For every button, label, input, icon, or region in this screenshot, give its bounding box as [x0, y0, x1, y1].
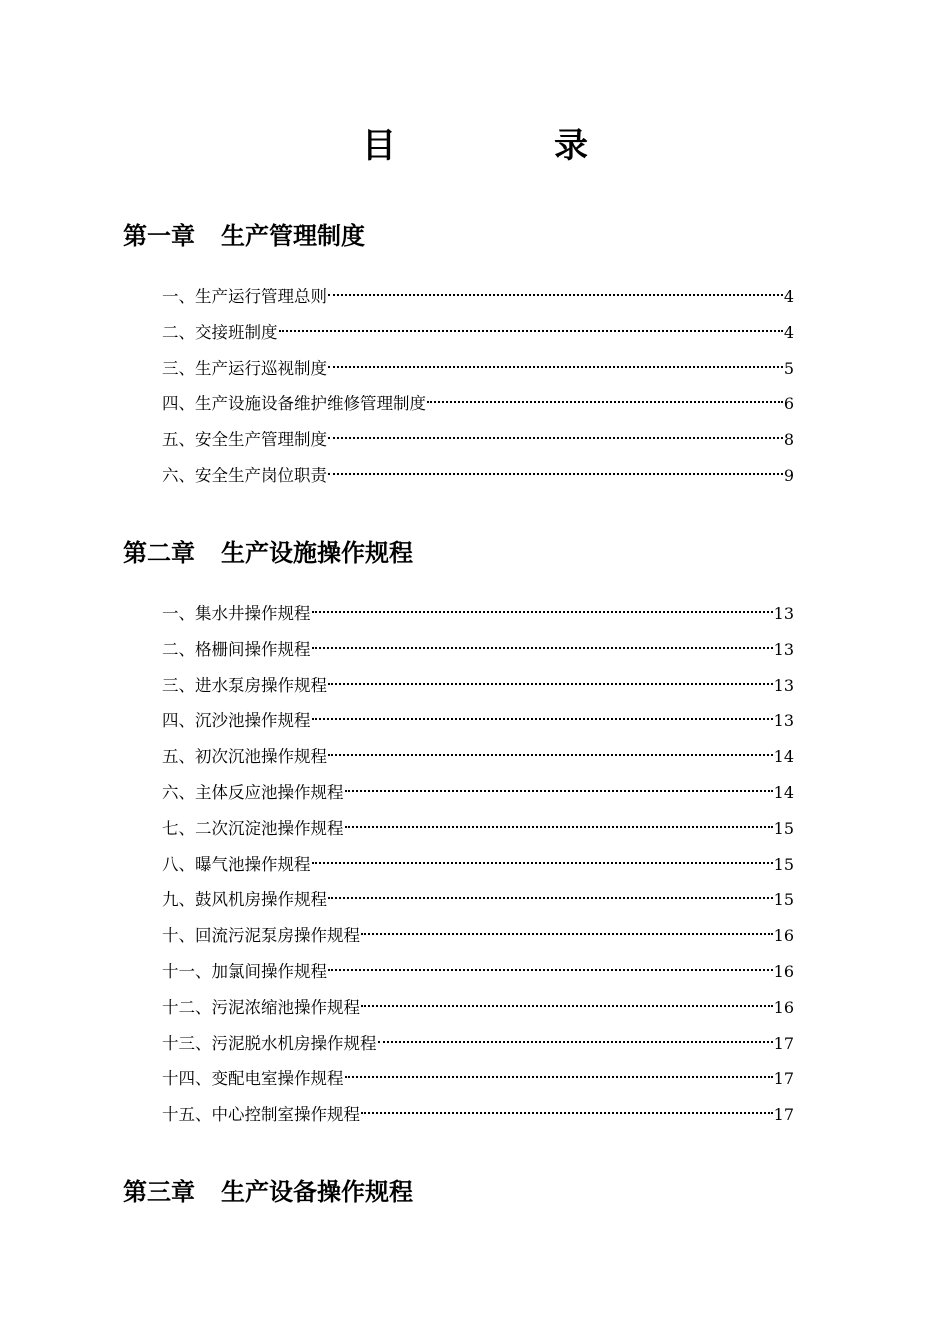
toc-entry-label: 二、交接班制度: [162, 322, 278, 342]
toc-entry[interactable]: [162, 739, 794, 775]
toc-entry[interactable]: [162, 882, 794, 918]
toc-entry[interactable]: [162, 703, 794, 739]
dot-leader: [361, 1112, 773, 1114]
toc-entry[interactable]: [162, 954, 794, 990]
dot-leader: [345, 790, 773, 792]
toc-entry[interactable]: [162, 351, 794, 387]
toc-entry-page: 14: [773, 747, 794, 767]
toc-entry-label: 十、回流污泥泵房操作规程: [162, 926, 360, 946]
toc-entry[interactable]: [162, 596, 794, 632]
toc-entry-page: 17: [773, 1069, 794, 1089]
dot-leader: [328, 473, 783, 475]
toc-entry-page: 13: [773, 675, 794, 695]
toc-entry-page: 17: [773, 1105, 794, 1125]
toc-entry-label: 四、生产设施设备维护维修管理制度: [162, 394, 426, 414]
dot-leader: [378, 1041, 773, 1043]
toc-entry[interactable]: [162, 1026, 794, 1062]
dot-leader: [328, 366, 783, 368]
toc-entry[interactable]: [162, 775, 794, 811]
dot-leader: [361, 933, 773, 935]
chapter-name: 生产设施操作规程: [221, 539, 413, 567]
toc-entry-page: 8: [783, 430, 794, 450]
dot-leader: [345, 826, 773, 828]
page-title: [0, 118, 950, 167]
toc-entry-page: 13: [773, 711, 794, 731]
chapter-number: 第一章: [123, 222, 195, 250]
toc-entry-label: 六、安全生产岗位职责: [162, 465, 327, 485]
chapter-heading-1: [123, 216, 365, 251]
toc-entry-label: 十二、污泥浓缩池操作规程: [162, 997, 360, 1017]
toc-entry-label: 三、生产运行巡视制度: [162, 358, 327, 378]
toc-entry[interactable]: [162, 918, 794, 954]
dot-leader: [328, 754, 773, 756]
toc-entry-label: 九、鼓风机房操作规程: [162, 890, 327, 910]
toc-entry[interactable]: [162, 847, 794, 883]
toc-entry[interactable]: [162, 315, 794, 351]
dot-leader: [312, 647, 773, 649]
toc-entry-page: 13: [773, 604, 794, 623]
toc-entry-page: 16: [773, 997, 794, 1017]
toc-entry-label: 十三、污泥脱水机房操作规程: [162, 1033, 377, 1053]
toc-entry-page: 16: [773, 926, 794, 946]
toc-entry-label: 一、集水井操作规程: [162, 604, 311, 623]
chapter-heading-3: [123, 1172, 413, 1207]
toc-entry[interactable]: [162, 279, 794, 315]
toc-entry[interactable]: [162, 811, 794, 847]
dot-leader: [328, 294, 783, 296]
dot-leader: [345, 1076, 773, 1078]
toc-entry-label: 十四、变配电室操作规程: [162, 1069, 344, 1089]
toc-list-chapter-2: [162, 596, 794, 1133]
toc-entry[interactable]: [162, 632, 794, 668]
dot-leader: [361, 1005, 773, 1007]
toc-entry-page: 15: [773, 854, 794, 874]
toc-entry-label: 十五、中心控制室操作规程: [162, 1105, 360, 1125]
chapter-name: 生产管理制度: [221, 222, 365, 250]
toc-entry-page: 4: [783, 322, 794, 342]
toc-entry-page: 13: [773, 639, 794, 659]
dot-leader: [328, 897, 773, 899]
toc-entry-label: 五、安全生产管理制度: [162, 430, 327, 450]
toc-entry-label: 七、二次沉淀池操作规程: [162, 818, 344, 838]
dot-leader: [328, 437, 783, 439]
title-text: 目 录: [362, 126, 650, 166]
toc-entry-page: 9: [783, 465, 794, 485]
toc-entry-page: 17: [773, 1033, 794, 1053]
dot-leader: [328, 683, 773, 685]
dot-leader: [312, 862, 773, 864]
toc-entry[interactable]: [162, 1097, 794, 1133]
toc-entry-page: 6: [783, 394, 794, 414]
toc-entry-label: 十一、加氯间操作规程: [162, 961, 327, 981]
toc-entry[interactable]: [162, 422, 794, 458]
toc-entry-label: 六、主体反应池操作规程: [162, 782, 344, 802]
toc-entry[interactable]: [162, 990, 794, 1026]
toc-entry-page: 4: [783, 287, 794, 306]
dot-leader: [279, 330, 783, 332]
dot-leader: [427, 401, 783, 403]
toc-entry[interactable]: [162, 458, 794, 494]
toc-entry-page: 14: [773, 782, 794, 802]
toc-entry-page: 5: [783, 358, 794, 378]
chapter-number: 第二章: [123, 539, 195, 567]
toc-entry-label: 八、曝气池操作规程: [162, 854, 311, 874]
toc-entry[interactable]: [162, 386, 794, 422]
toc-entry[interactable]: [162, 1061, 794, 1097]
dot-leader: [312, 718, 773, 720]
toc-entry-page: 16: [773, 961, 794, 981]
toc-entry-label: 三、进水泵房操作规程: [162, 675, 327, 695]
toc-entry-page: 15: [773, 890, 794, 910]
toc-entry[interactable]: [162, 668, 794, 704]
chapter-number: 第三章: [123, 1178, 195, 1206]
dot-leader: [328, 969, 773, 971]
toc-list-chapter-1: [162, 279, 794, 494]
dot-leader: [312, 611, 773, 613]
chapter-heading-2: [123, 533, 413, 568]
toc-entry-label: 五、初次沉池操作规程: [162, 747, 327, 767]
toc-entry-page: 15: [773, 818, 794, 838]
toc-entry-label: 二、格栅间操作规程: [162, 639, 311, 659]
chapter-name: 生产设备操作规程: [221, 1178, 413, 1206]
toc-entry-label: 一、生产运行管理总则: [162, 287, 327, 306]
toc-entry-label: 四、沉沙池操作规程: [162, 711, 311, 731]
